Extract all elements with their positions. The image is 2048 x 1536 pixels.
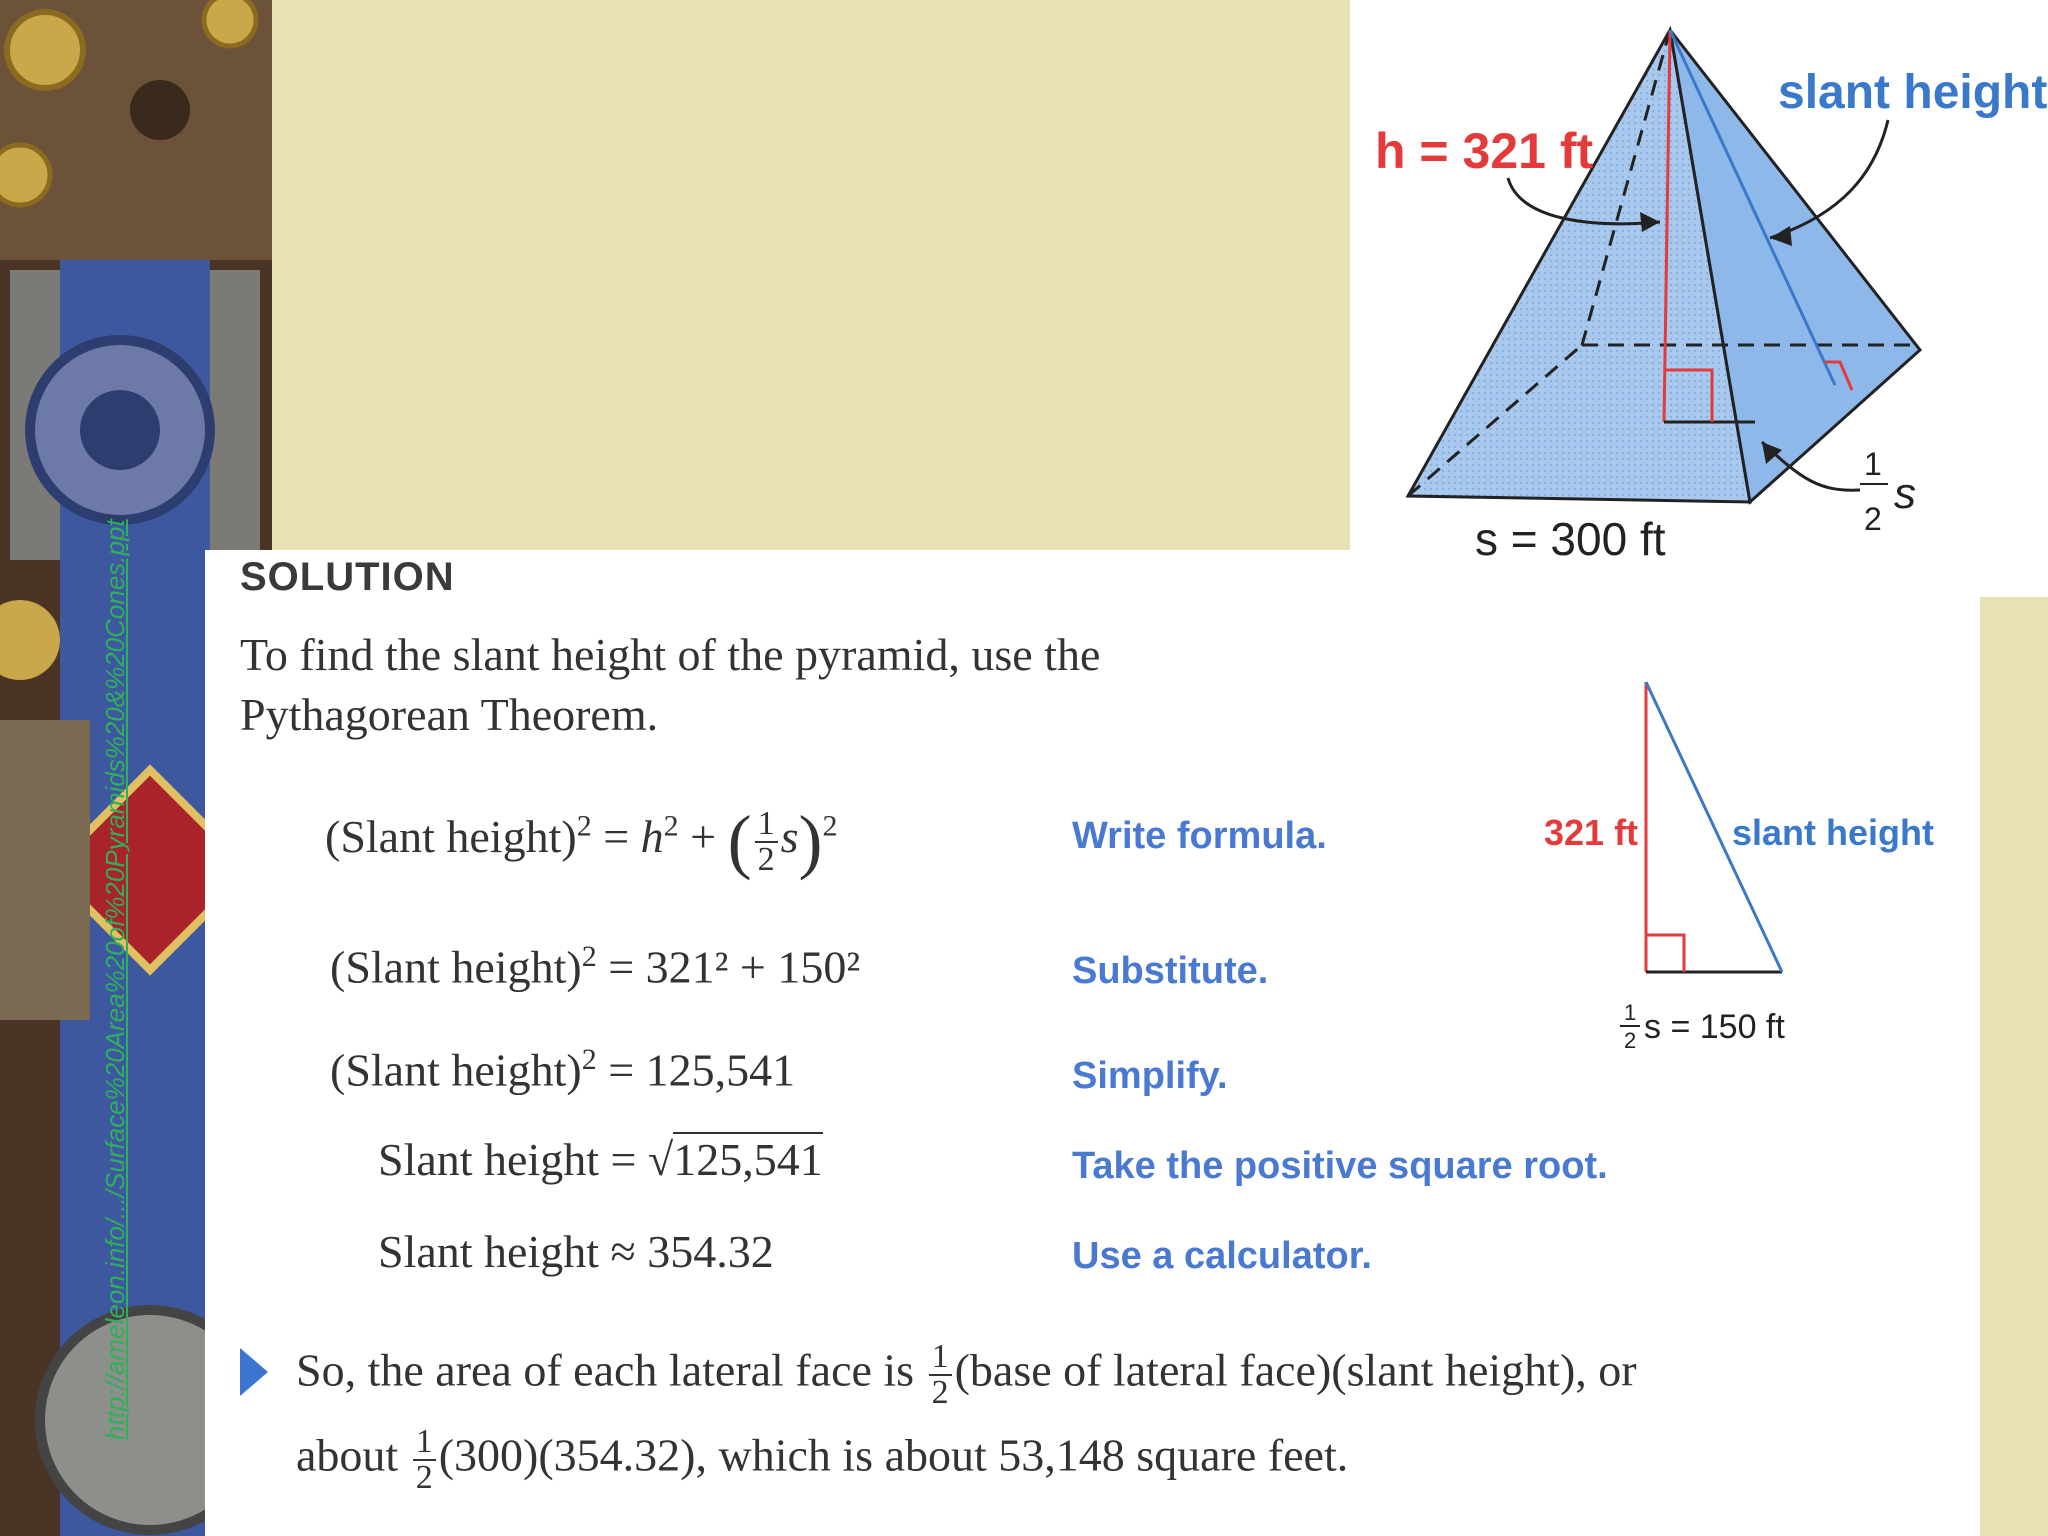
equation-3: (Slant height)$^2$ = 125,541	[330, 1043, 796, 1096]
half-var: s	[1894, 469, 1916, 518]
equation-1: (Slant height)$^2$ = $h^2$ + ( $\frac{1}{2}$ s)$^2$	[325, 801, 838, 881]
source-link[interactable]: http://ameleon.info/.../Surface%20Area%20of%20Pyramids%20&%20Cones.ppt	[100, 519, 130, 1440]
equation-2-lhs: (Slant height)	[330, 941, 582, 993]
equation-2: (Slant height)$^2$ = 321² + 150²	[330, 940, 861, 993]
s-label: s = 300 ft	[1475, 513, 1666, 565]
triangle-base-label: s = 150 ft	[1644, 1008, 1785, 1046]
triangle-height-label: 321 ft	[1544, 812, 1639, 853]
equation-5-rhs: ≈ 354.32	[610, 1226, 774, 1277]
solution-heading: SOLUTION	[240, 555, 455, 599]
equation-4-rhs: 125,541	[673, 1134, 823, 1185]
note-4: Take the positive square root.	[1072, 1145, 1608, 1187]
conclusion-line-1: So, the area of each lateral face is $\frac{1}{2}$ (base of lateral face)(slant height), or	[296, 1338, 1637, 1411]
note-1: Write formula.	[1072, 815, 1327, 857]
half-den: 2	[1864, 501, 1882, 537]
svg-text:2: 2	[1624, 1028, 1637, 1053]
equation-3-rhs: = 125,541	[608, 1044, 796, 1096]
solution-intro: To find the slant height of the pyramid, use the Pythagorean Theorem.	[240, 629, 1101, 740]
slant-label: slant height	[1778, 66, 2048, 119]
triangle-slant-label: slant height	[1732, 812, 1935, 853]
background-strip	[1980, 597, 2048, 1536]
equation-2-rhs: 321² + 150²	[645, 941, 861, 993]
pyramid-diagram	[1350, 0, 2048, 580]
conclusion-line-2: about $\frac{1}{2}$ (300)(354.32), which is about 53,148 square feet.	[296, 1423, 1349, 1496]
equation-4-lhs: Slant height	[378, 1134, 600, 1185]
conclusion-2b: (300)(354.32), which is about 53,148 square feet.	[438, 1429, 1349, 1481]
equation-1-lhs: (Slant height)	[325, 811, 577, 863]
note-2: Substitute.	[1072, 950, 1269, 992]
half-num: 1	[1864, 446, 1882, 482]
svg-text:1: 1	[1624, 1000, 1637, 1025]
conclusion-1a: So, the area of each lateral face is	[296, 1344, 915, 1396]
play-arrow-icon	[240, 1348, 268, 1396]
h-label: h = 321 ft	[1375, 123, 1594, 179]
equation-5	[378, 1225, 774, 1278]
note-3: Simplify.	[1072, 1055, 1228, 1097]
conclusion-2a: about	[296, 1429, 399, 1481]
conclusion-1b: (base of lateral face)(slant height), or	[954, 1344, 1637, 1396]
equation-5-lhs: Slant height	[378, 1226, 600, 1277]
equation-4: Slant height = √125,541	[378, 1134, 823, 1185]
note-5: Use a calculator.	[1072, 1235, 1372, 1277]
equation-3-lhs: (Slant height)	[330, 1044, 582, 1096]
triangle-diagram	[1530, 670, 1970, 1060]
